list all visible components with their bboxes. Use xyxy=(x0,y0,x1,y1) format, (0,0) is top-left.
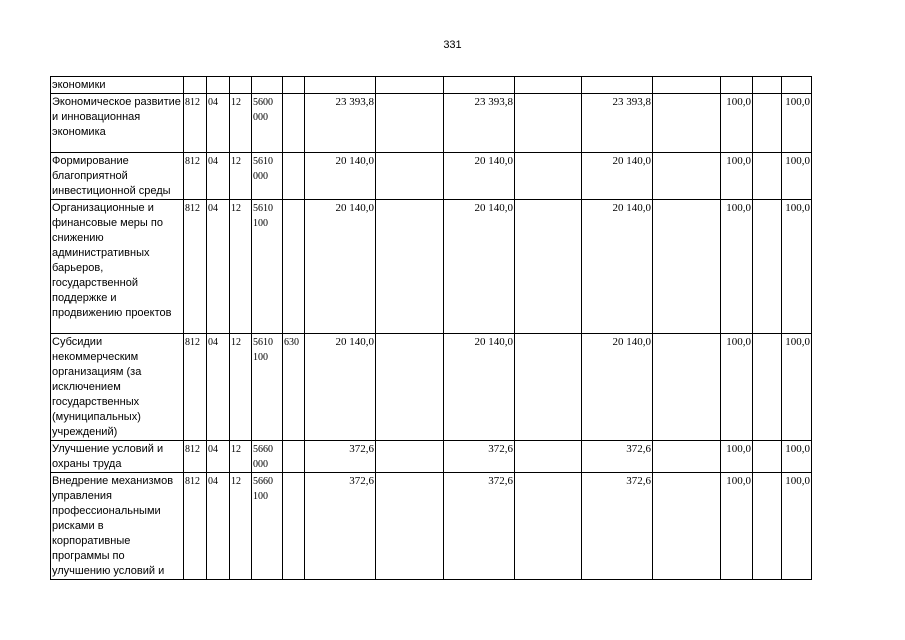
ved-code-cell: 812 xyxy=(184,334,207,441)
section-code-cell: 04 xyxy=(207,334,230,441)
spacer-cell xyxy=(653,334,721,441)
spacer-cell xyxy=(653,77,721,94)
percent-2-cell: 100,0 xyxy=(782,334,812,441)
subsection-code-cell xyxy=(230,77,252,94)
amount-3-cell: 20 140,0 xyxy=(582,334,653,441)
target-article-cell: 5610 000 xyxy=(252,153,283,200)
spacer-cell xyxy=(653,94,721,153)
ved-code-cell: 812 xyxy=(184,441,207,473)
ved-code-cell: 812 xyxy=(184,473,207,580)
page-number: 331 xyxy=(443,39,462,51)
expense-type-cell xyxy=(283,200,305,334)
subsection-code-cell: 12 xyxy=(230,441,252,473)
subsection-code-cell: 12 xyxy=(230,94,252,153)
table-row xyxy=(51,334,812,441)
spacer-cell xyxy=(376,200,444,334)
row-name-cell: экономики xyxy=(51,77,184,94)
expense-type-cell xyxy=(283,441,305,473)
percent-2-cell: 100,0 xyxy=(782,200,812,334)
spacer-cell xyxy=(515,334,582,441)
amount-1-cell: 20 140,0 xyxy=(305,334,376,441)
spacer-cell xyxy=(376,334,444,441)
ved-code-cell xyxy=(184,77,207,94)
table-row xyxy=(51,77,812,94)
spacer-cell xyxy=(515,473,582,580)
spacer-cell xyxy=(753,441,782,473)
spacer-cell xyxy=(376,441,444,473)
percent-1-cell: 100,0 xyxy=(721,473,753,580)
spacer-cell xyxy=(653,200,721,334)
row-name-cell: Субсидии некоммерческим организациям (за исключением государственных (муниципальных) учреждений) xyxy=(51,334,184,441)
table-row xyxy=(51,94,812,153)
spacer-cell xyxy=(753,473,782,580)
section-code-cell: 04 xyxy=(207,153,230,200)
amount-1-cell xyxy=(305,77,376,94)
spacer-cell xyxy=(376,77,444,94)
table-row xyxy=(51,200,812,334)
amount-3-cell: 372,6 xyxy=(582,441,653,473)
percent-2-cell: 100,0 xyxy=(782,94,812,153)
amount-3-cell: 20 140,0 xyxy=(582,153,653,200)
target-article-cell xyxy=(252,77,283,94)
spacer-cell xyxy=(515,94,582,153)
row-name-cell: Организационные и финансовые меры по снижению административных барьеров, государственной поддержке и продвижению проектов xyxy=(51,200,184,334)
budget-table xyxy=(50,76,812,580)
expense-type-cell xyxy=(283,153,305,200)
subsection-code-cell: 12 xyxy=(230,200,252,334)
amount-3-cell xyxy=(582,77,653,94)
expense-type-cell xyxy=(283,77,305,94)
table-body xyxy=(51,77,812,580)
target-article-cell: 5660 100 xyxy=(252,473,283,580)
percent-1-cell: 100,0 xyxy=(721,334,753,441)
percent-2-cell: 100,0 xyxy=(782,473,812,580)
subsection-code-cell: 12 xyxy=(230,473,252,580)
table-row xyxy=(51,153,812,200)
table-row xyxy=(51,441,812,473)
table-row xyxy=(51,473,812,580)
amount-2-cell: 20 140,0 xyxy=(444,200,515,334)
row-name-cell: Улучшение условий и охраны труда xyxy=(51,441,184,473)
spacer-cell xyxy=(515,153,582,200)
spacer-cell xyxy=(753,77,782,94)
spacer-cell xyxy=(753,334,782,441)
spacer-cell xyxy=(376,473,444,580)
expense-type-cell: 630 xyxy=(283,334,305,441)
amount-3-cell: 372,6 xyxy=(582,473,653,580)
spacer-cell xyxy=(653,473,721,580)
spacer-cell xyxy=(753,153,782,200)
spacer-cell xyxy=(376,94,444,153)
spacer-cell xyxy=(653,153,721,200)
ved-code-cell: 812 xyxy=(184,94,207,153)
spacer-cell xyxy=(753,94,782,153)
percent-2-cell: 100,0 xyxy=(782,441,812,473)
amount-2-cell: 372,6 xyxy=(444,441,515,473)
percent-2-cell xyxy=(782,77,812,94)
amount-2-cell xyxy=(444,77,515,94)
expense-type-cell xyxy=(283,94,305,153)
spacer-cell xyxy=(515,441,582,473)
percent-1-cell: 100,0 xyxy=(721,441,753,473)
target-article-cell: 5600 000 xyxy=(252,94,283,153)
section-code-cell: 04 xyxy=(207,441,230,473)
expense-type-cell xyxy=(283,473,305,580)
ved-code-cell: 812 xyxy=(184,200,207,334)
row-name-cell: Формирование благоприятной инвестиционной среды xyxy=(51,153,184,200)
row-name-cell: Экономическое развитие и инновационная экономика xyxy=(51,94,184,153)
amount-2-cell: 23 393,8 xyxy=(444,94,515,153)
spacer-cell xyxy=(653,441,721,473)
spacer-cell xyxy=(515,77,582,94)
section-code-cell: 04 xyxy=(207,94,230,153)
percent-1-cell xyxy=(721,77,753,94)
section-code-cell: 04 xyxy=(207,473,230,580)
percent-1-cell: 100,0 xyxy=(721,200,753,334)
amount-1-cell: 23 393,8 xyxy=(305,94,376,153)
spacer-cell xyxy=(376,153,444,200)
amount-1-cell: 20 140,0 xyxy=(305,200,376,334)
section-code-cell: 04 xyxy=(207,200,230,334)
amount-1-cell: 20 140,0 xyxy=(305,153,376,200)
percent-1-cell: 100,0 xyxy=(721,94,753,153)
percent-1-cell: 100,0 xyxy=(721,153,753,200)
amount-1-cell: 372,6 xyxy=(305,473,376,580)
section-code-cell xyxy=(207,77,230,94)
subsection-code-cell: 12 xyxy=(230,153,252,200)
amount-1-cell: 372,6 xyxy=(305,441,376,473)
amount-3-cell: 23 393,8 xyxy=(582,94,653,153)
amount-2-cell: 372,6 xyxy=(444,473,515,580)
amount-2-cell: 20 140,0 xyxy=(444,153,515,200)
target-article-cell: 5610 100 xyxy=(252,334,283,441)
percent-2-cell: 100,0 xyxy=(782,153,812,200)
row-name-cell: Внедрение механизмов управления профессиональными рисками в корпоративные программы по улучшению условий и xyxy=(51,473,184,580)
ved-code-cell: 812 xyxy=(184,153,207,200)
amount-3-cell: 20 140,0 xyxy=(582,200,653,334)
target-article-cell: 5610 100 xyxy=(252,200,283,334)
spacer-cell xyxy=(515,200,582,334)
subsection-code-cell: 12 xyxy=(230,334,252,441)
target-article-cell: 5660 000 xyxy=(252,441,283,473)
amount-2-cell: 20 140,0 xyxy=(444,334,515,441)
spacer-cell xyxy=(753,200,782,334)
